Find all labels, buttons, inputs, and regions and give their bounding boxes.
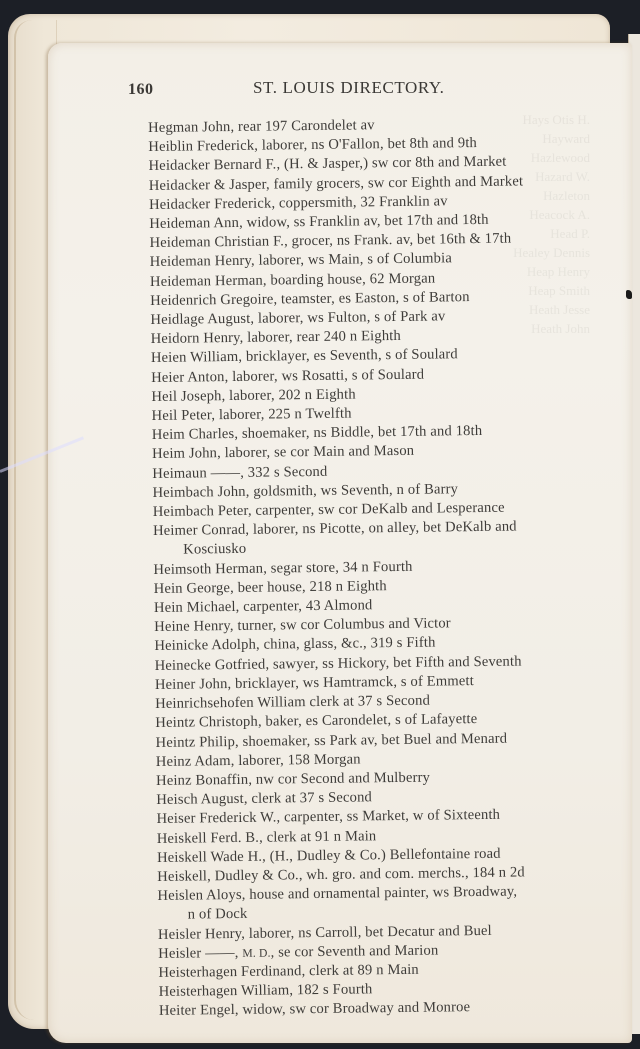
entry-text: Heisch August, clerk at 37 s Second <box>156 789 373 809</box>
entry-text: Heimaun ——, 332 s Second <box>152 463 328 482</box>
entry-text: Heiter Engel, widow, sw cor Broadway and Monroe <box>158 999 471 1020</box>
entry-text: Heinicke Adolph, china, glass, &c., 319 s Fifth <box>154 635 436 655</box>
entry-text: Heimsoth Herman, segar store, 34 n Fourth <box>153 558 413 578</box>
entry-text: Heinz Adam, laborer, 158 Morgan <box>155 751 361 770</box>
entry-text: Heiblin Frederick, laborer, ns O'Fallon, bet 8th and 9th <box>148 135 478 156</box>
entry-text: Heimbach Peter, carpenter, sw cor DeKalb and Lesperance <box>152 499 505 521</box>
entry-text: Heislen Aloys, house and ornamental painter, ws Broadway, <box>157 883 518 905</box>
running-head <box>128 78 588 100</box>
entry-text: Heideman Henry, laborer, ws Main, s of Columbia <box>149 250 453 271</box>
entry-text: Hein Michael, carpenter, 43 Almond <box>153 597 373 617</box>
entry-text: Heidorn Henry, laborer, rear 240 n Eighth <box>150 328 401 348</box>
entry-text: Heideman Christian F., grocer, ns Frank. av, bet 16th & 17th <box>149 230 512 252</box>
page-number: 160 <box>128 81 154 98</box>
entry-text: Heisterhagen Ferdinand, clerk at 89 n Main <box>158 961 419 981</box>
page-title: ST. LOUIS DIRECTORY. <box>253 78 445 97</box>
entry-text: Heien William, bricklayer, es Seventh, s of Soulard <box>150 346 458 367</box>
entry-text: Heiner John, bricklayer, ws Hamtramck, s of Emmett <box>154 672 474 693</box>
entry-text: Heine Henry, turner, sw cor Columbus and Victor <box>154 615 451 636</box>
entry-text: Heil Peter, laborer, 225 n Twelfth <box>151 405 352 425</box>
entry-text: Heiskell Ferd. B., clerk at 91 n Main <box>156 827 377 847</box>
entry-text: Heim Charles, shoemaker, ns Biddle, bet 17th and 18th <box>151 423 483 444</box>
entry-text: Heiskell Wade H., (H., Dudley & Co.) Bellefontaine road <box>156 845 501 866</box>
entry-text: Heinz Bonaffin, nw cor Second and Mulberry <box>155 769 431 789</box>
directory-entries <box>148 114 609 1022</box>
entry-text: Heimer Conrad, laborer, ns Picotte, on alley, bet DeKalb and <box>152 518 517 540</box>
entry-text: Heidacker Frederick, coppersmith, 32 Franklin av <box>148 193 448 213</box>
ink-blot <box>626 290 632 299</box>
entry-text: Heisler Henry, laborer, ns Carroll, bet Decatur and Buel <box>157 922 492 943</box>
entry-text: Heisterhagen William, 182 s Fourth <box>158 981 373 1001</box>
entry-continuation: Kosciusko <box>183 541 247 559</box>
entry-text: Heil Joseph, laborer, 202 n Eighth <box>151 386 356 405</box>
entry-text: Heidacker & Jasper, family grocers, sw cor Eighth and Market <box>148 173 524 194</box>
degree-abbrev: M. D. <box>242 946 271 960</box>
entry-text: Heintz Christoph, baker, es Carondelet, s of Lafayette <box>155 711 478 732</box>
directory-entry <box>153 517 603 561</box>
entry-text: Heidlage August, laborer, ws Fulton, s of Park av <box>150 308 446 329</box>
entry-text: Heim John, laborer, se cor Main and Mason <box>152 443 415 463</box>
entry-text: Hegman John, rear 197 Carondelet av <box>148 117 375 136</box>
entry-text: Heiser Frederick W., carpenter, ss Market, w of Sixteenth <box>156 807 501 828</box>
entry-text: Heideman Herman, boarding house, 62 Morgan <box>149 270 436 290</box>
entry-text: Heier Anton, laborer, ws Rosatti, s of Soulard <box>151 366 425 386</box>
entry-text: Heisler ——, M. D., se cor Seventh and Marion <box>158 942 439 962</box>
entry-text: Heiskell, Dudley & Co., wh. gro. and com. merchs., 184 n 2d <box>157 864 525 885</box>
entry-text: Heintz Philip, shoemaker, ss Park av, bet Buel and Menard <box>155 730 508 751</box>
entry-text: Heideman Ann, widow, ss Franklin av, bet 17th and 18th <box>149 211 489 233</box>
directory-entry <box>157 882 607 926</box>
entry-continuation: n of Dock <box>187 906 248 923</box>
entry-text: Hein George, beer house, 218 n Eighth <box>153 577 387 597</box>
entry-text: Heimbach John, goldsmith, ws Seventh, n of Barry <box>152 481 459 501</box>
entry-text: Heinecke Gotfried, sawyer, ss Hickory, bet Fifth and Seventh <box>154 653 522 674</box>
entry-text: Heidenrich Gregoire, teamster, es Easton, s of Barton <box>150 288 470 309</box>
entry-text: Heidacker Bernard F., (H. & Jasper,) sw cor 8th and Market <box>148 154 507 175</box>
entry-text: Heinrichsehofen William clerk at 37 s Second <box>155 692 431 713</box>
